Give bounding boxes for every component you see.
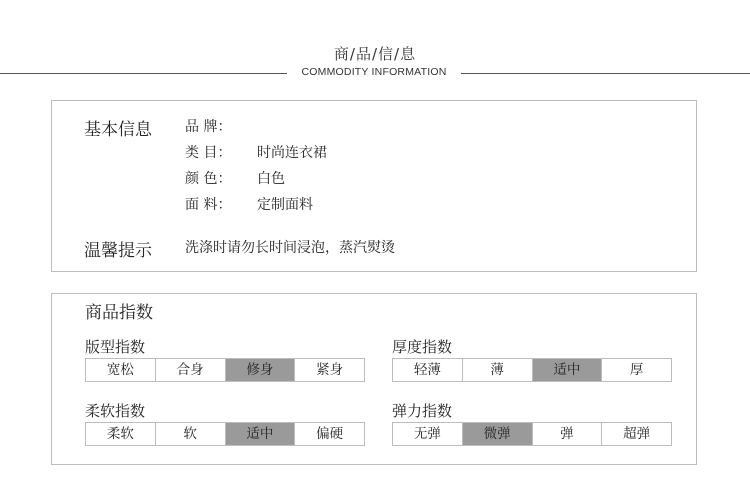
divider-left [0,73,287,74]
info-key: 面 料： [185,197,232,213]
group-label: 柔软指数 [85,402,146,420]
index-panel [51,293,697,465]
tips-label: 温馨提示 [84,241,152,261]
info-value: 白色 [257,171,285,187]
info-key: 品 牌： [185,119,232,135]
page-subtitle: COMMODITY INFORMATION [301,66,447,78]
scale-option: 偏硬 [294,423,364,445]
page-title: 商/品/信/息 [333,45,417,63]
basic-info-panel [51,100,697,272]
info-row-brand [185,116,257,136]
scale-option-selected: 修身 [225,359,295,381]
tips-text: 洗涤时请勿长时间浸泡，蒸汽熨烫 [185,240,395,256]
scale-softness [85,422,365,446]
scale-option: 超弹 [601,423,671,445]
scale-option: 柔软 [106,426,134,442]
scale-option: 软 [155,423,225,445]
scale-fit [85,358,365,382]
index-group-fit [85,336,365,382]
info-key: 颜 色： [185,171,232,187]
index-group-softness [85,400,365,446]
scale-option: 弹 [532,423,602,445]
group-label: 弹力指数 [392,402,453,420]
scale-option: 厚 [601,359,671,381]
scale-option: 轻薄 [413,362,441,378]
info-row-fabric [185,194,313,214]
divider-right [461,73,750,74]
scale-option: 无弹 [413,426,441,442]
index-group-elasticity [392,400,672,446]
scale-elasticity [392,422,672,446]
scale-option: 紧身 [294,359,364,381]
basic-info-label: 基本信息 [84,120,152,140]
scale-option: 合身 [155,359,225,381]
scale-option-selected: 适中 [532,359,602,381]
info-row-category [185,142,327,162]
index-title: 商品指数 [85,303,153,323]
scale-option-selected: 适中 [225,423,295,445]
group-label: 版型指数 [85,338,146,356]
info-value: 定制面料 [257,197,313,213]
group-label: 厚度指数 [392,338,453,356]
scale-option: 薄 [462,359,532,381]
info-key: 类 目： [185,145,232,161]
scale-option: 宽松 [106,362,134,378]
header [0,0,750,90]
scale-thickness [392,358,672,382]
info-row-color [185,168,285,188]
index-group-thickness [392,336,672,382]
scale-option-selected: 微弹 [462,423,532,445]
info-value: 时尚连衣裙 [257,145,327,161]
